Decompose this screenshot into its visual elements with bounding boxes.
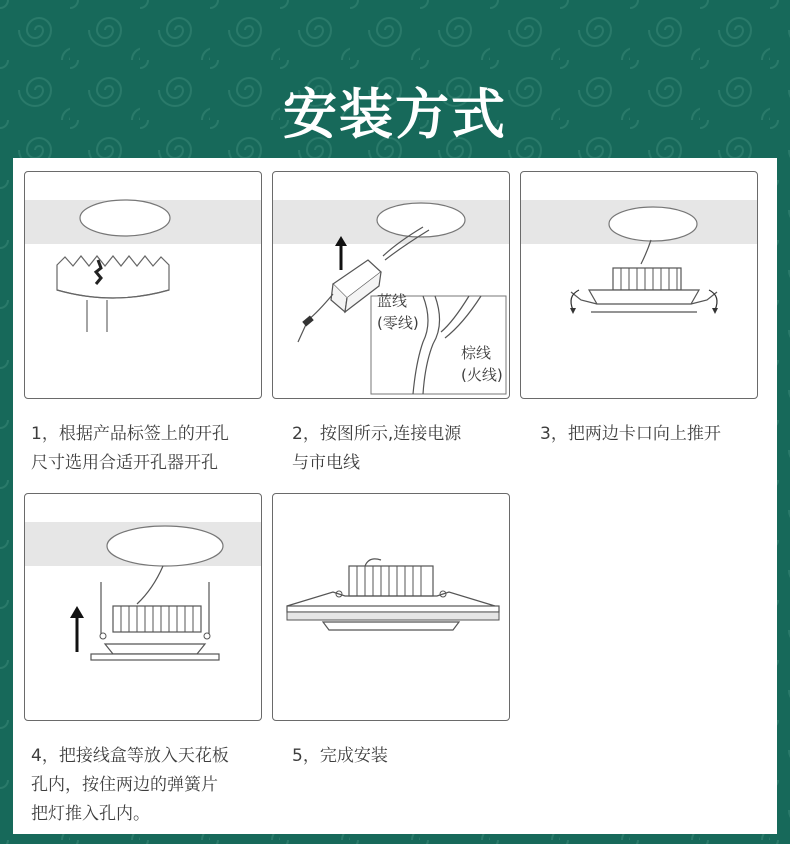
step-2-caption bbox=[292, 420, 461, 478]
step-5-caption bbox=[292, 742, 388, 771]
step-4-caption-line-1: 4，把接线盒等放入天花板 bbox=[31, 746, 229, 766]
step-5-illustration bbox=[272, 493, 510, 721]
heat-sink bbox=[113, 606, 201, 632]
blue-wire-label bbox=[377, 290, 419, 334]
ceiling-hole bbox=[609, 207, 697, 241]
step-4-caption-line-3: 把灯推入孔内。 bbox=[31, 804, 150, 824]
step-1-caption-line-2: 尺寸选用合适开孔器开孔 bbox=[31, 453, 218, 473]
heat-sink bbox=[349, 566, 433, 596]
heat-sink bbox=[613, 268, 681, 290]
brown-wire-text: 棕线 bbox=[461, 344, 492, 362]
brown-wire-label bbox=[461, 342, 503, 386]
step-1-illustration bbox=[24, 171, 262, 399]
step-5-caption-line-1: 5，完成安装 bbox=[292, 746, 388, 766]
live-wire-text: (火线) bbox=[461, 366, 503, 384]
hole-saw-drawing bbox=[25, 172, 261, 398]
blue-wire-text: 蓝线 bbox=[377, 292, 408, 310]
cut-hole bbox=[80, 200, 170, 236]
ceiling-hole bbox=[377, 203, 465, 237]
step-3-caption bbox=[540, 420, 721, 449]
step-4-caption-line-2: 孔内，按住两边的弹簧片 bbox=[31, 775, 218, 795]
spring-clip-drawing bbox=[521, 172, 757, 398]
step-1-caption bbox=[31, 420, 229, 478]
step-2-caption-line-1: 2，按图所示,连接电源 bbox=[292, 424, 462, 444]
ceiling-hole bbox=[107, 526, 223, 566]
page-title: 安装方式 bbox=[283, 83, 507, 146]
step-4-caption bbox=[31, 742, 229, 829]
ceiling-board bbox=[287, 606, 499, 612]
neutral-wire-text: (零线) bbox=[377, 314, 419, 332]
hole-saw-teeth bbox=[57, 256, 169, 298]
instructions-panel bbox=[13, 158, 777, 834]
step-2-illustration bbox=[272, 171, 510, 399]
step-3-illustration bbox=[520, 171, 758, 399]
step-3-caption-line-1: 3，把两边卡口向上推开 bbox=[540, 424, 721, 444]
step-4-illustration bbox=[24, 493, 262, 721]
lamp-trim bbox=[323, 622, 459, 630]
step-1-caption-line-1: 1，根据产品标签上的开孔 bbox=[31, 424, 229, 444]
installed-drawing bbox=[273, 494, 509, 720]
step-2-caption-line-2: 与市电线 bbox=[292, 453, 360, 473]
push-in-drawing bbox=[25, 494, 261, 720]
